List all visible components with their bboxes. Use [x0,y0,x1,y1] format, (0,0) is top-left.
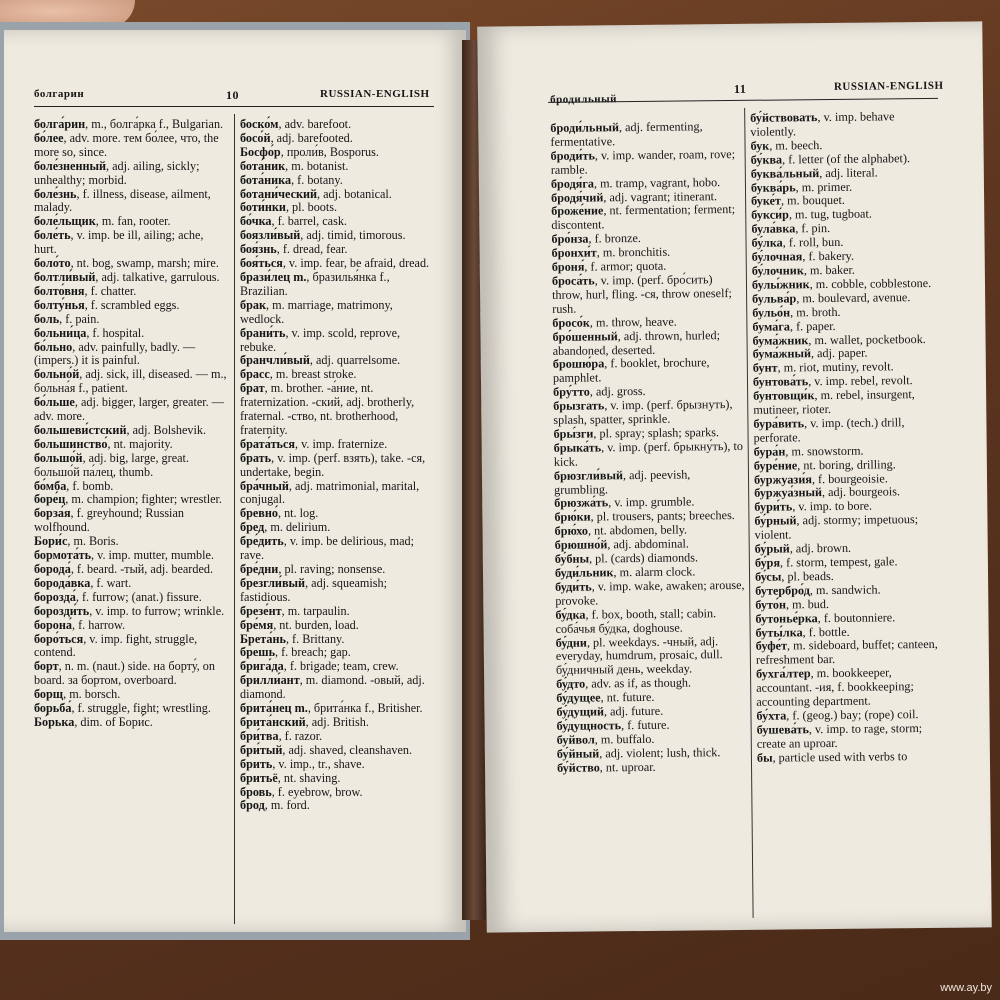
dictionary-entry: буке́т, m. bouquet. [751,193,846,209]
dictionary-entry: бук, m. beech. [750,137,823,153]
dictionary-entry: бра́чный, adj. matrimonial, marital, conjugal. [240,478,420,507]
dictionary-entry: бормота́ть, v. imp. mutter, mumble. [34,548,214,563]
left-column-2 [240,118,432,813]
dictionary-entry: борозди́ть, v. imp. to furrow; wrinkle. [34,603,225,618]
dictionary-entry: бранчли́вый, adj. quarrelsome. [240,353,401,368]
dictionary-entry: борода́, f. beard. -тый, adj. bearded. [34,562,214,576]
dictionary-entry: броди́ть, v. imp. wander, roam, rove; ramble. [550,146,736,177]
dictionary-entry: брак, m. marriage, matrimony, wedlock. [240,297,393,326]
dictionary-entry: броже́ние, nt. fermentation; ferment; discontent. [551,202,736,233]
dictionary-entry: брюзжа́ть, v. imp. grumble. [554,494,695,511]
dictionary-entry: болто́вня, f. chatter. [34,283,137,298]
dictionary-entry: бу́ря, f. storm, tempest, gale. [754,554,898,570]
dictionary-entry: боско́м, adv. barefoot. [240,117,352,131]
dictionary-entry: Бори́с, m. Boris. [34,534,119,549]
dictionary-entry: буйвол, m. buffalo. [556,731,655,747]
dictionary-entry: брасс, m. breast stroke. [240,367,357,382]
dictionary-entry: бу́сы, pl. beads. [754,568,834,584]
dictionary-entry: брига́да, f. brigade; team, crew. [240,659,399,674]
dictionary-entry: брюшно́й, adj. abdominal. [554,536,689,553]
dictionary-entry: борщ, m. borsch. [34,687,121,702]
dictionary-entry: брата́ться, v. imp. fraternize. [240,436,388,451]
dictionary-entry: бо́льше, adj. bigger, larger, greater. — adv. more. [34,395,224,424]
dictionary-entry: борьба́, f. struggle, fight; wrestling. [34,701,211,716]
dictionary-entry: бу́дто, adv. as if, as though. [556,675,692,692]
dictionary-entry: боязли́вый, adj. timid, timorous. [240,228,406,243]
dictionary-entry: бу́йствовать, v. imp. behave violently. [750,109,895,139]
dictionary-entry: бутонье́рка, f. boutonniere. [755,609,896,626]
dictionary-entry: бу́рый, adj. brown. [754,540,852,556]
right-page [477,21,991,932]
dictionary-entry: буди́льник, m. alarm clock. [554,564,696,580]
dictionary-entry: большинство́, nt. majority. [34,436,173,451]
dictionary-entry: броди́льный, adj. fermenting, fermentative. [550,119,703,149]
dictionary-entry: бросо́к, m. throw, heave. [552,314,677,330]
left-column-divider [234,114,235,924]
dictionary-entry: бре́дить, v. imp. be delirious, mad; rave. [240,534,414,563]
dictionary-entry: борза́я, f. greyhound; Russian wolfhound. [34,506,184,535]
dictionary-entry: бы, particle used with verbs to [756,748,908,765]
dictionary-entry: брази́лец m., бразилья́нка f., Brazilian. [240,269,390,298]
dictionary-entry: буфе́т, m. sideboard, buffet; canteen, refreshment bar. [755,637,938,668]
dictionary-entry: борода́вка, f. wart. [34,575,132,590]
dictionary-entry: буре́ние, nt. boring, drilling. [753,456,896,473]
dictionary-entry: боро́ться, v. imp. fight, struggle, contend. [34,631,198,660]
dictionary-entry: бульва́р, m. boulevard, avenue. [752,289,911,306]
dictionary-entry: буква́льный, adj. literal. [750,165,878,181]
dictionary-entry: бри́тва, f. razor. [240,728,323,743]
dictionary-entry: бура́вить, v. imp. (tech.) drill, perforate. [753,415,905,445]
dictionary-entry: Босфо́р, проли́в, Bosporus. [240,144,379,159]
dictionary-entry: бро́нза, f. bronze. [551,231,642,247]
dictionary-entry: бродя́чий, adj. vagrant; itinerant. [550,188,718,205]
dictionary-entry: буди́ть, v. imp. wake, awaken; arouse, provoke. [555,577,745,608]
right-column-1 [550,120,747,776]
dictionary-entry: бритьё, nt. shaving. [240,770,341,785]
dictionary-entry: бутербро́д, m. sandwich. [755,582,881,598]
dictionary-entry: бу́дущий, adj. future. [556,703,664,719]
dictionary-entry: брю́ки, pl. trousers, pants; breeches. [554,508,735,525]
dictionary-entry: бо́чка, f. barrel, cask. [240,214,347,229]
dictionary-entry: бу́лочная, f. bakery. [751,248,855,264]
dictionary-entry: брить, v. imp., tr., shave. [240,756,365,771]
dictionary-entry: бронхи́т, m. bronchitis. [551,244,671,261]
dictionary-entry: боло́то, nt. bog, swamp, marsh; mire. [34,256,219,271]
dictionary-entry: бре́дни, pl. raving; nonsense. [240,562,386,576]
dictionary-entry: борозда́, f. furrow; (anat.) fissure. [34,589,202,604]
dictionary-entry: бухга́лтер, m. bookkeeper, accountant. -ия, f. bookkeeping; accounting department. [755,665,914,709]
dictionary-entry: большеви́стский, adj. Bolshevik. [34,422,207,437]
dictionary-entry: брита́нец m., брита́нка f., Britisher. [240,701,423,716]
dictionary-entry: бота́ника, f. botany. [240,172,343,187]
dictionary-entry: буто́н, m. bud. [755,596,830,612]
dictionary-entry: бума́жный, adj. paper. [752,346,868,362]
dictionary-entry: бота́ник, m. botanist. [240,158,349,173]
dictionary-entry: бу́дущее, nt. future. [556,690,655,706]
dictionary-entry: бума́жник, m. wallet, pocketbook. [752,331,926,348]
dictionary-entry: буржуази́я, f. bourgeoisie. [753,470,888,487]
dictionary-entry: борт, n. m. (naut.) side. на борту́, on board. за бортом, overboard. [34,659,215,688]
left-column-1 [34,118,229,730]
dictionary-entry: бура́н, m. snowstorm. [753,443,864,459]
dictionary-entry: болтли́вый, adj. talkative, garrulous. [34,269,220,284]
dictionary-entry: брита́нский, adj. British. [240,714,369,729]
dictionary-entry: боле́зненный, adj. ailing, sickly; unhealthy; morbid. [34,158,200,187]
dictionary-entry: бревно́, nt. log. [240,506,319,521]
dictionary-entry: боя́ться, v. imp. fear, be afraid, dread. [240,256,430,271]
dictionary-entry: бушева́ть, v. imp. to rage, storm; create an uproar. [756,720,923,751]
dictionary-entry: бу́ква, f. letter (of the alphabet). [750,150,911,167]
dictionary-entry: бры́зги, pl. spray; splash; sparks. [553,425,720,441]
dictionary-entry: боле́ть, v. imp. be ill, ailing; ache, hurt. [34,228,204,257]
dictionary-entry: Брета́нь, f. Brittany. [240,631,345,646]
dictionary-entry: боле́знь, f. illness, disease, ailment, malady. [34,186,211,215]
dictionary-entry: бу́йство, nt. uproar. [556,759,656,775]
dictionary-entry: брать, v. imp. (perf. взять), take. -ся, undertake, begin. [240,450,426,479]
dictionary-entry: бунт, m. riot, mutiny, revolt. [752,359,894,376]
dictionary-entry: буржуа́зный, adj. bourgeois. [754,484,901,501]
dictionary-entry: бри́тый, adj. shaved, cleanshaven. [240,742,413,757]
dictionary-entry: бо́лее, adv. more. тем бо́лее, что, the more so, since. [34,130,219,159]
dictionary-entry: бульо́н, m. broth. [752,304,841,320]
dictionary-entry: больно́й, adj. sick, ill, diseased. — m., больна́я f., patient. [34,367,227,396]
dictionary-entry: бу́хта, f. (geog.) bay; (rope) coil. [756,707,919,723]
left-head-rule [34,106,434,107]
dictionary-entry: брызгать, v. imp. (perf. брызнуть), splash, spatter, sprinkle. [553,397,733,427]
dictionary-entry: ботани́ческий, adj. botanical. [240,186,392,201]
dictionary-entry: бу́дущность, f. future. [556,717,670,733]
dictionary-entry: боя́знь, f. dread, fear. [240,242,348,257]
dictionary-entry: бу́рный, adj. stormy; impetuous; violent. [754,512,919,542]
dictionary-entry: броня́, f. armor; quota. [551,258,667,274]
dictionary-entry: борона́, f. harrow. [34,617,126,632]
dictionary-entry: булы́жник, m. cobble, cobblestone. [751,275,932,292]
dictionary-entry: болту́нья, f. scrambled eggs. [34,297,180,312]
dictionary-entry: брод, m. ford. [240,798,310,813]
dictionary-entry: больни́ца, f. hospital. [34,325,145,340]
dictionary-entry: бред, m. delirium. [240,520,331,535]
dictionary-entry: бу́бны, pl. (cards) diamonds. [554,550,699,566]
dictionary-entry: боре́ц, m. champion; fighter; wrestler. [34,492,222,507]
dictionary-entry: брани́ть, v. imp. scold, reprove, rebuke. [240,325,401,354]
dictionary-entry: бу́дка, f. box, booth, stall; cabin. соба́чья бу́дка, doghouse. [555,605,717,636]
dictionary-entry: бунтовщи́к, m. rebel, insurgent, mutineer, rioter. [753,387,915,417]
dictionary-entry: босо́й, adj. barefooted. [240,130,353,145]
dictionary-entry: бо́льно, adv. painfully, badly. — (impers.) it is painful. [34,339,196,368]
dictionary-entry: букси́р, m. tug, tugboat. [751,206,872,223]
left-page [4,30,466,932]
dictionary-entry: бру́тто, adj. gross. [553,384,646,400]
dictionary-entry: брезе́нт, m. tarpaulin. [240,603,350,618]
dictionary-entry: бу́лка, f. roll, bun. [751,235,844,250]
left-section-title: RUSSIAN-ENGLISH [320,88,430,100]
dictionary-entry: буква́рь, m. primer. [750,179,853,195]
dictionary-entry: болга́рин, m., болга́рка f., Bulgarian. [34,117,224,131]
dictionary-entry: боле́льщик, m. fan, rooter. [34,214,171,229]
dictionary-entry: броса́ть, v. imp. (perf. бро́сить) throw, hurl, fling. -ся, throw oneself; rush. [551,272,732,316]
dictionary-entry: бу́лочник, m. baker. [751,262,856,278]
dictionary-entry: брезгли́вый, adj. squeamish; fastidious. [240,575,387,604]
dictionary-entry: бро́шенный, adj. thrown, hurled; abandoned, deserted. [552,327,721,358]
dictionary-entry: брюзгли́вый, adj. peevish, grumbling. [553,467,691,497]
right-page-number: 11 [733,81,747,96]
dictionary-entry: була́вка, f. pin. [751,221,831,237]
dictionary-entry: бо́мба, f. bomb. [34,478,114,493]
left-running-head: болгарин [34,88,85,100]
right-running-head: бродильный [549,93,618,106]
dictionary-entry: бунтова́ть, v. imp. rebel, revolt. [752,373,913,390]
dictionary-entry: бу́дни, pl. weekdays. -чный, adj. everyday, humdrum, prosaic, dull. бу́дничный день, weekday. [555,633,723,678]
dictionary-entry: брат, m. brother. -а́ние, nt. fraternization. -ский, adj. brotherly, fraternal. -ство, nt. brotherhood, fraternity. [240,381,415,437]
dictionary-entry: брешь, f. breach; gap. [240,645,351,660]
dictionary-entry: бродя́га, m. tramp, vagrant, hobo. [550,174,721,191]
dictionary-entry: буты́лка, f. bottle. [755,624,850,640]
dictionary-entry: Бо́рька, dim. of Бори́с. [34,714,153,729]
dictionary-entry: брилли́ант, m. diamond. -овый, adj. diamond. [240,673,425,702]
watermark: www.ay.by [940,982,992,994]
dictionary-entry: бу́йный, adj. violent; lush, thick. [556,744,721,761]
right-column-2 [750,110,949,766]
left-page-number: 10 [226,88,239,102]
right-section-title: RUSSIAN-ENGLISH [833,79,944,93]
dictionary-entry: бури́ть, v. imp. to bore. [754,498,873,515]
dictionary-entry: бума́га, f. paper. [752,318,836,334]
dictionary-entry: брю́хо, nt. abdomen, belly. [554,522,688,539]
dictionary-entry: бре́мя, nt. burden, load. [240,617,359,632]
dictionary-entry: бровь, f. eyebrow, brow. [240,784,363,799]
dictionary-entry: брошю́ра, f. booklet, brochure, pamphlet. [552,355,710,386]
dictionary-entry: боти́нки, pl. boots. [240,200,338,215]
dictionary-entry: брыка́ть, v. imp. (perf. брыкну́ть), to kick. [553,438,744,469]
dictionary-entry: большо́й, adj. big, large, great. большо́й па́лец, thumb. [34,450,189,479]
dictionary-entry: боль, f. pain. [34,311,100,326]
